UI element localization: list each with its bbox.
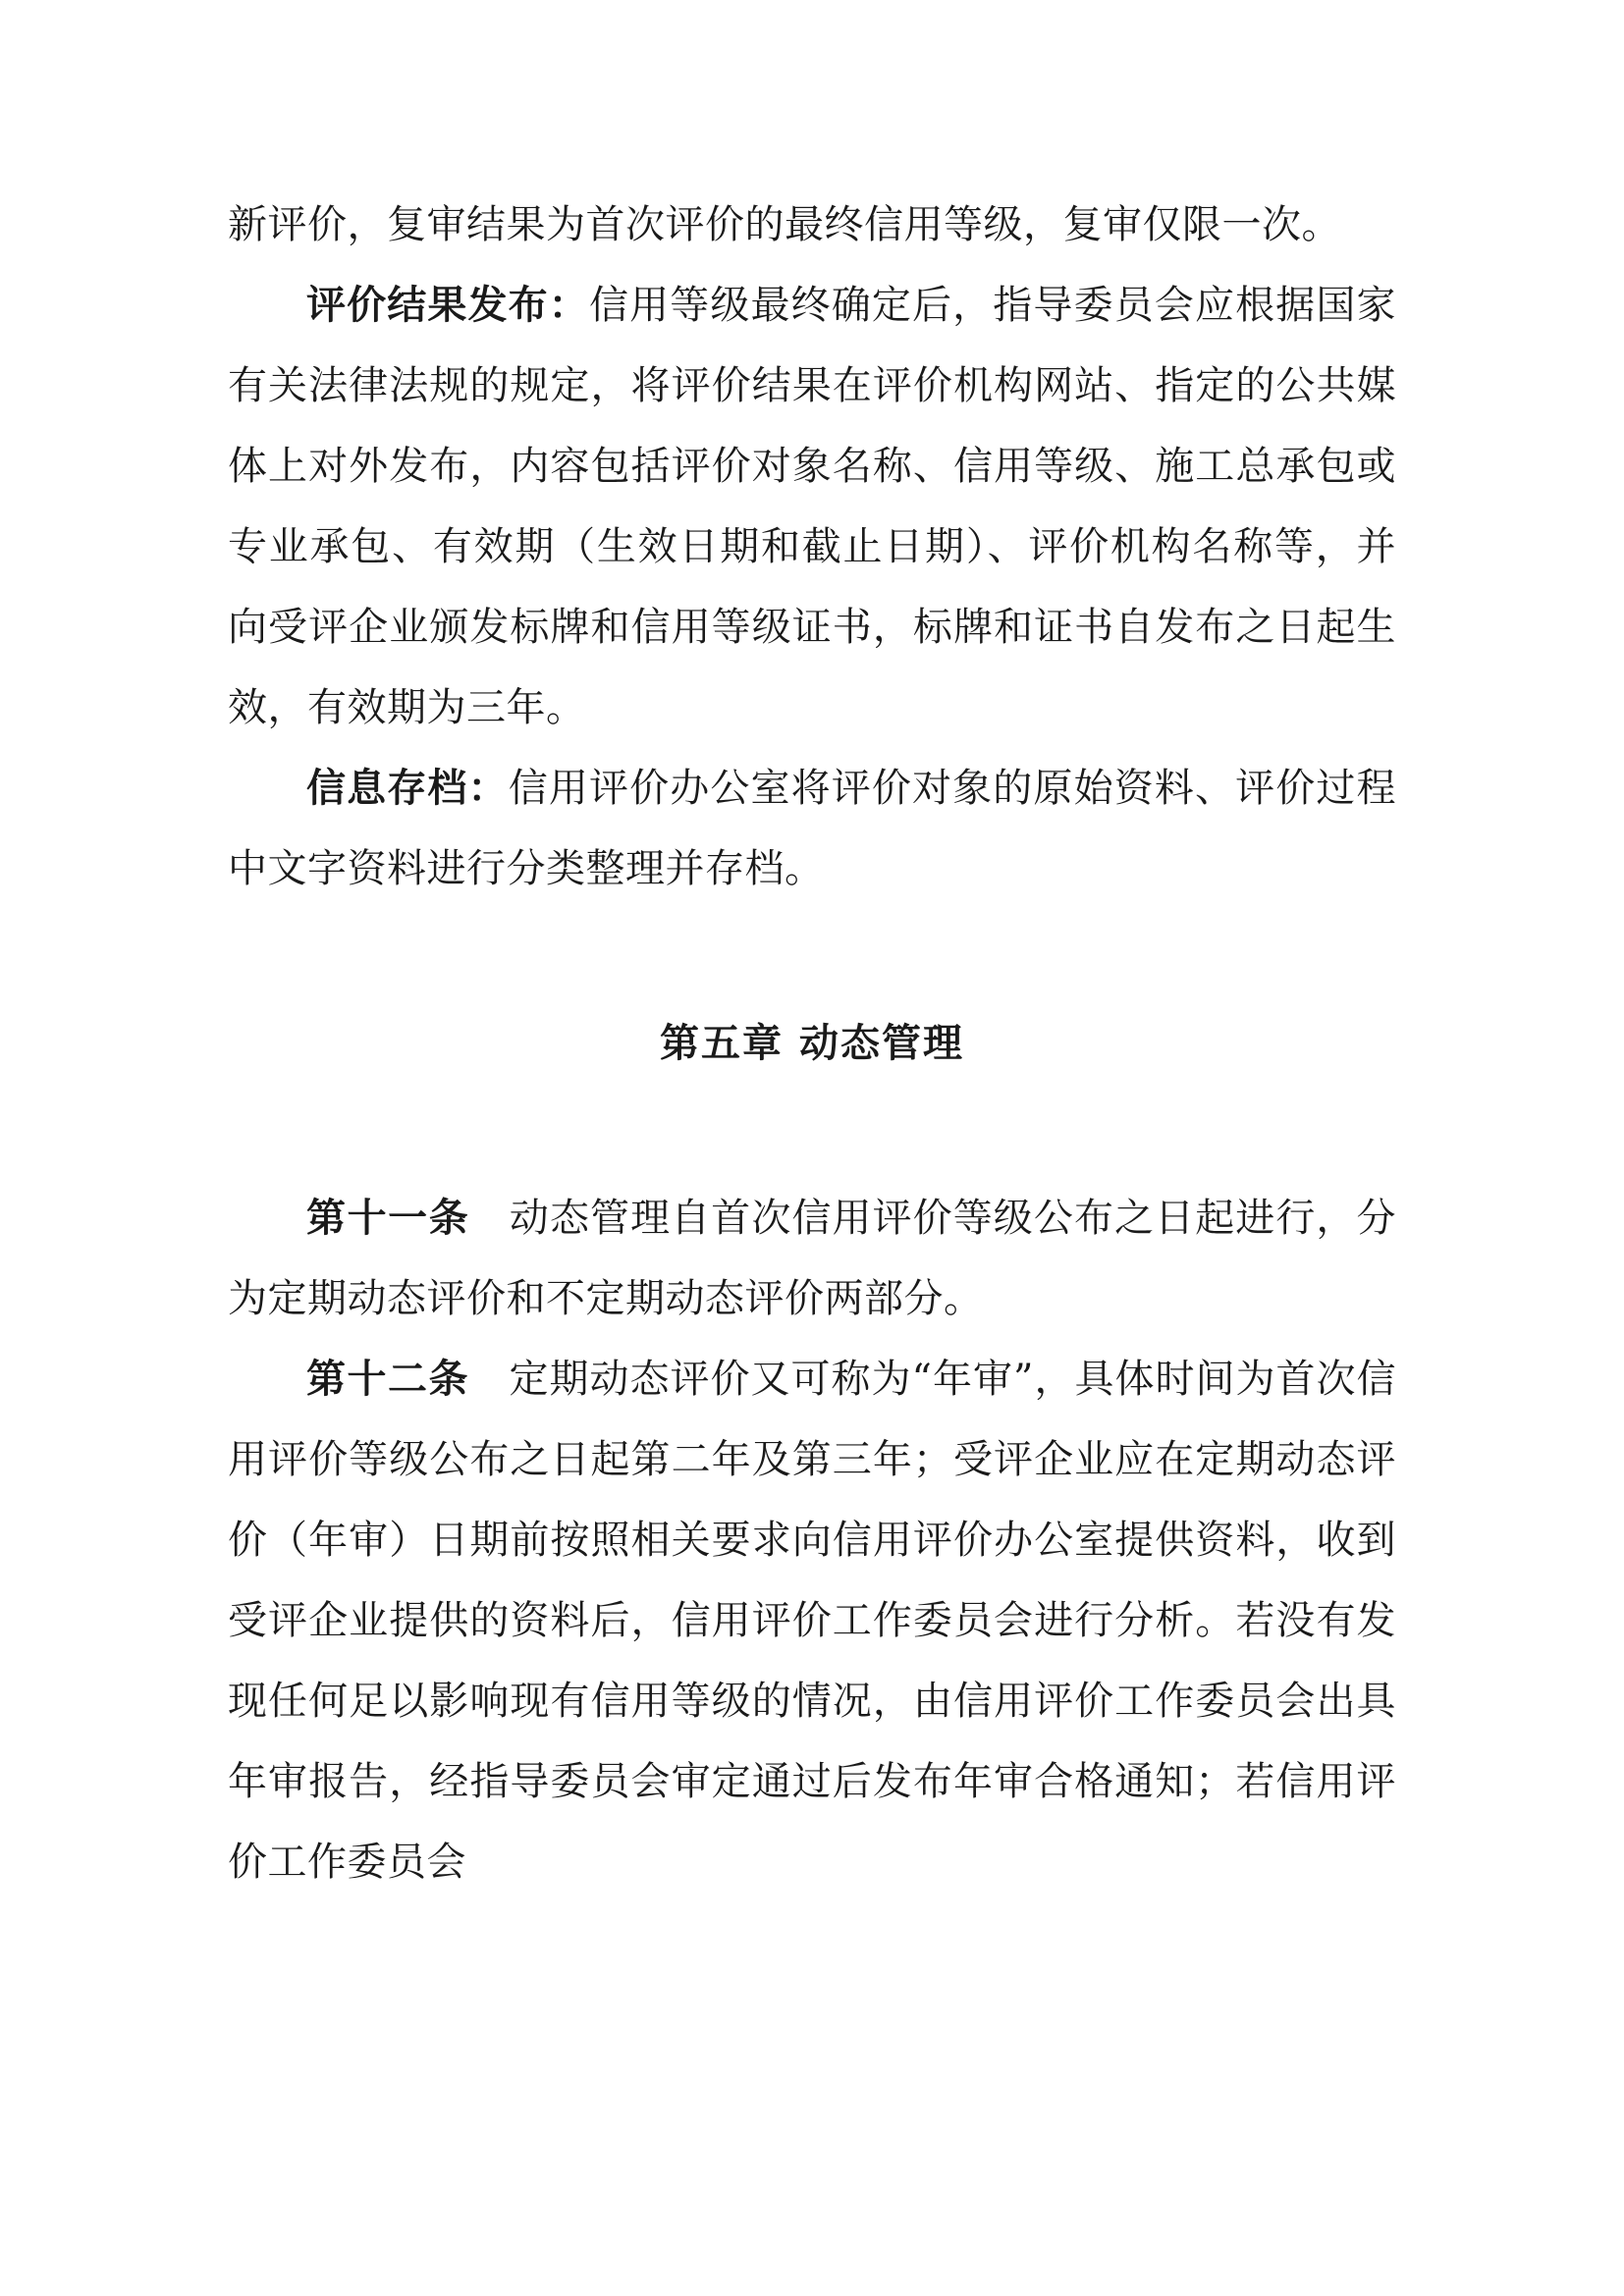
article-label: 第十二条 <box>306 1356 470 1402</box>
paragraph-lead-label: 评价结果发布： <box>306 282 589 328</box>
paragraph-info-archive <box>228 748 1396 909</box>
paragraph-lead-label: 信息存档： <box>306 765 509 811</box>
article-label: 第十一条 <box>306 1195 470 1241</box>
article-eleven <box>228 1178 1396 1339</box>
article-twelve <box>228 1339 1396 1902</box>
paragraph-result-publish <box>228 265 1396 748</box>
document-body <box>228 185 1396 1902</box>
spacer <box>228 1084 1396 1178</box>
article-text: 动态管理自首次信用评价等级公布之日起进行，分为定期动态评价和不定期动态评价两部分。 <box>228 1196 1397 1321</box>
paragraph-text: 信用等级最终确定后，指导委员会应根据国家有关法律法规的规定，将评价结果在评价机构网站、指定的公共媒体上对外发布，内容包括评价对象名称、信用等级、施工总承包或专业承包、有效期（生效日期和截止日期）、评价机构名称等，并向受评企业颁发标牌和信用等级证书，标牌和证书自发布之日起生效，有效期为三年。 <box>228 283 1397 730</box>
spacer <box>228 909 1396 1003</box>
chapter-heading: 第五章 动态管理 <box>660 1020 964 1066</box>
paragraph-continuation <box>228 185 1396 265</box>
article-text: 定期动态评价又可称为“年审”，具体时间为首次信用评价等级公布之日起第二年及第三年；受评企业应在定期动态评价（年审）日期前按照相关要求向信用评价办公室提供资料，收到受评企业提供的资料后，信用评价工作委员会进行分析。若没有发现任何足以影响现有信用等级的情况，由信用评价工作委员会出具年审报告，经指导委员会审定通过后发布年审合格通知；若信用评价工作委员会 <box>228 1357 1396 1885</box>
paragraph-text: 信用评价办公室将评价对象的原始资料、评价过程中文字资料进行分类整理并存档。 <box>228 766 1397 891</box>
paragraph-text: 新评价，复审结果为首次评价的最终信用等级，复审仅限一次。 <box>228 202 1341 247</box>
